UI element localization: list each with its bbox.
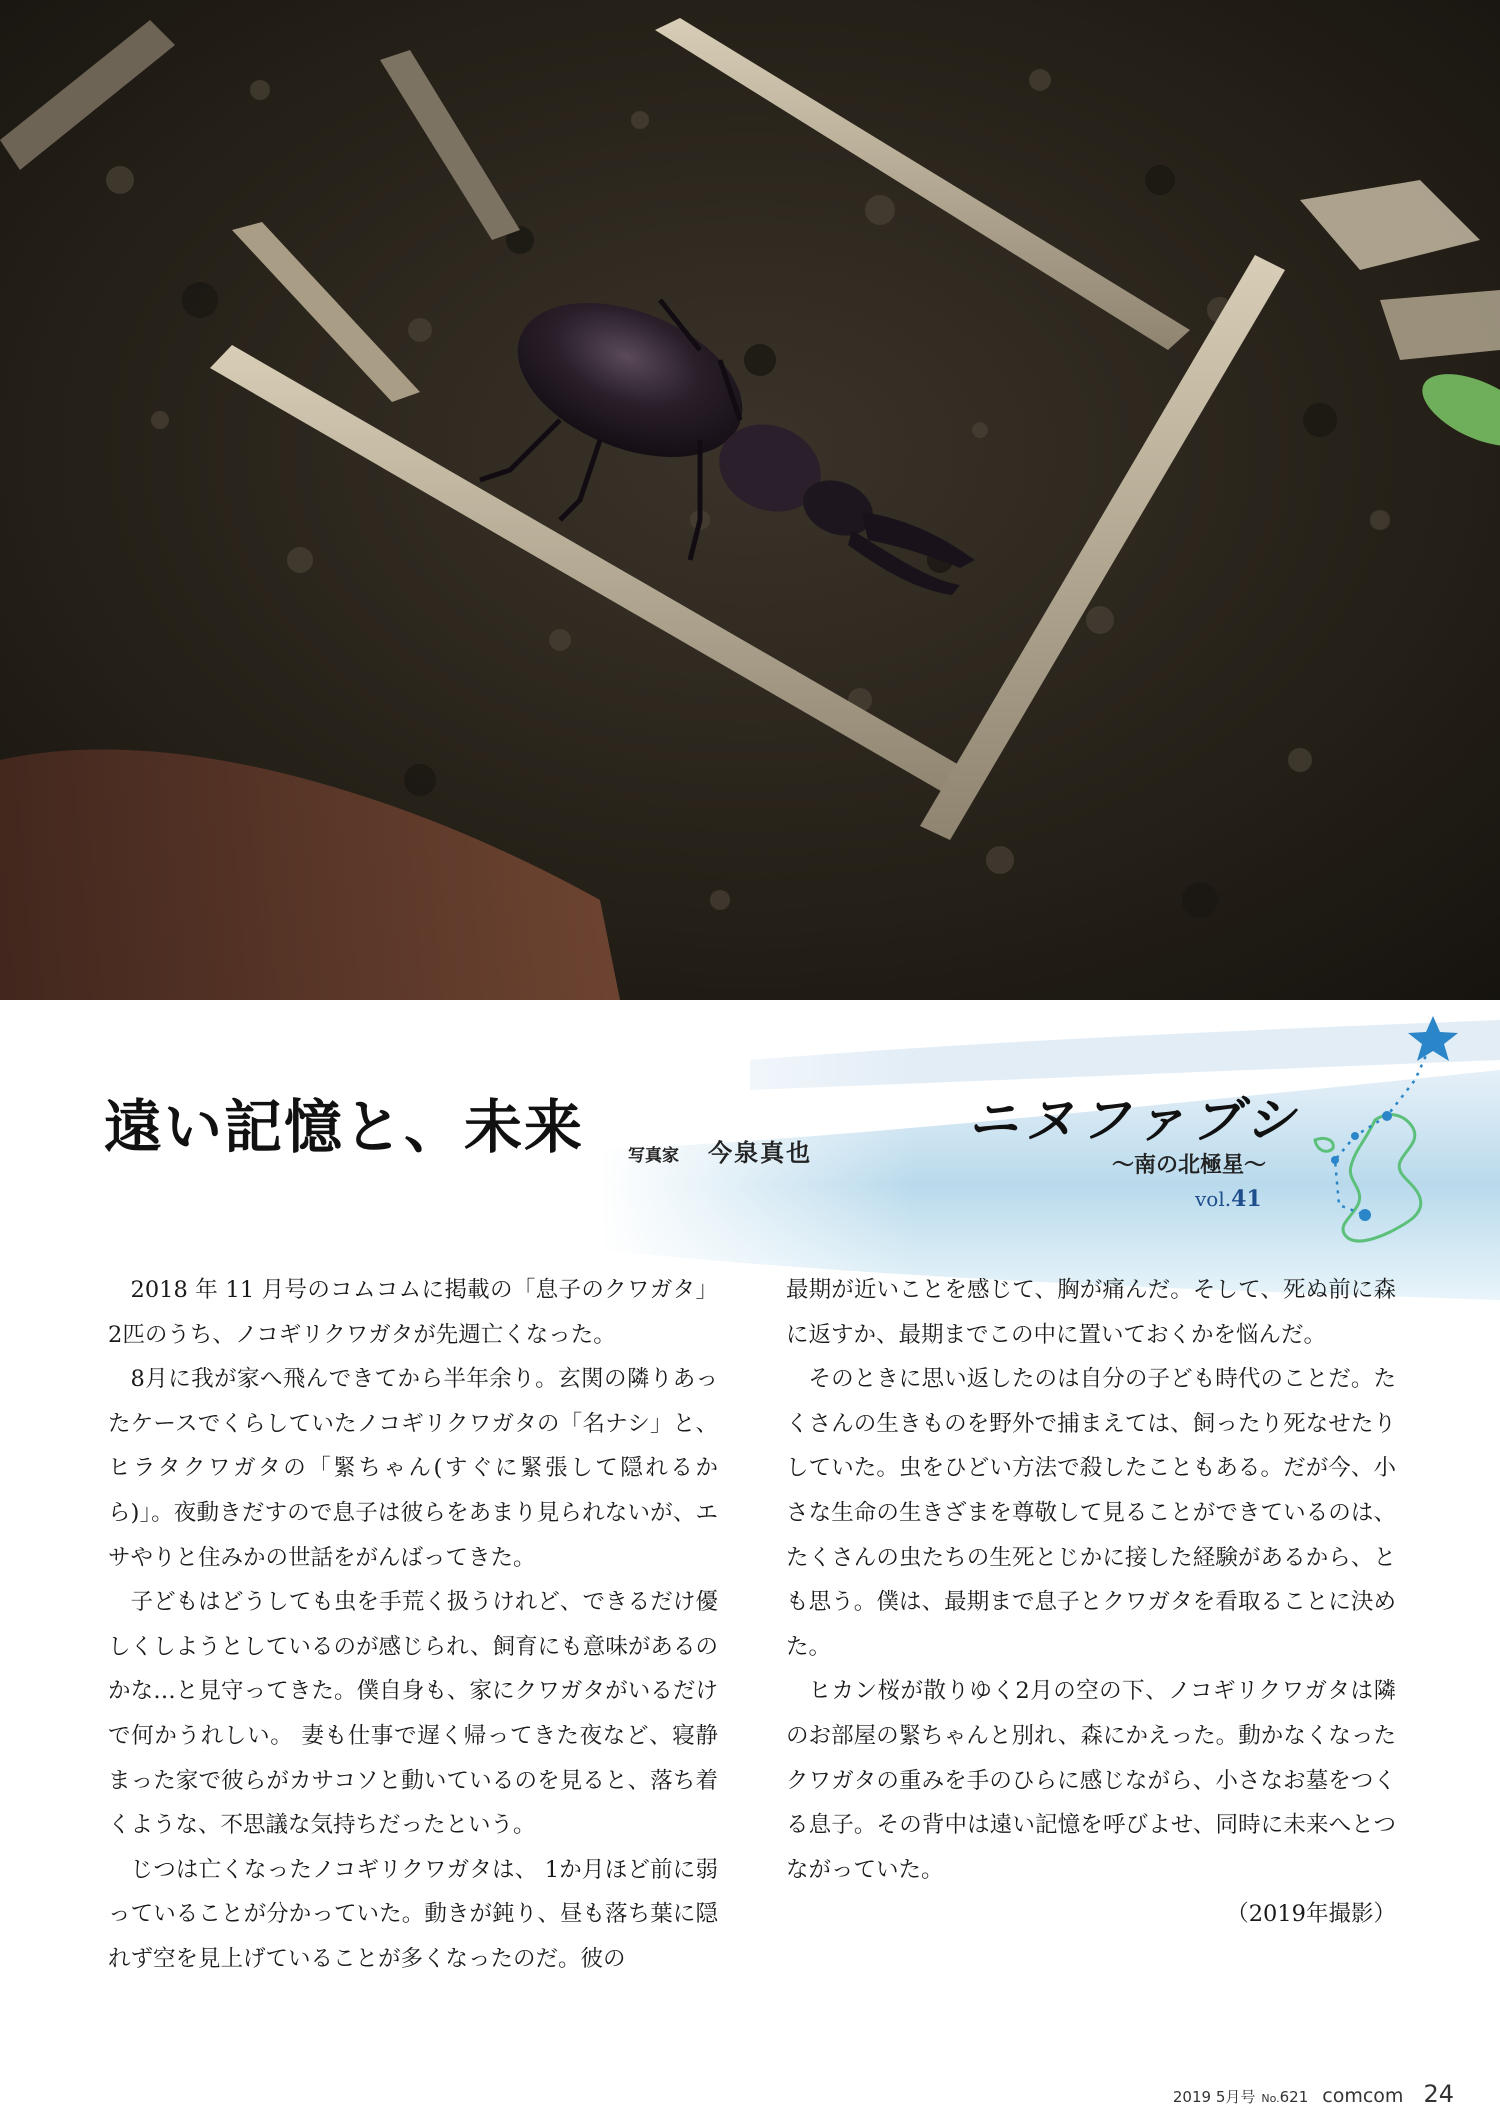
paragraph: ヒカン桜が散りゆく2月の空の下、ノコギリクワガタは隣のお部屋の緊ちゃんと別れ、森にかえった。動かなくなったクワガタの重みを手のひらに感じながら、小さなお墓をつくる息子。その背中は遠い記憶を呼びよせ、同時に未来へとつながっていた。: [786, 1678, 1396, 1883]
stag-beetle-photo: [0, 0, 1500, 1000]
page-footer: [1173, 2080, 1454, 2108]
issue-date: 2019 5月号: [1172, 2088, 1256, 2106]
north-star-icon: [1408, 1016, 1458, 1061]
paragraph: じつは亡くなったノコギリクワガタは、 1か月ほど前に弱っていることが分かっていた。動きが鈍り、昼も落ち葉に隠れず空を見上げていることが多くなったのだ。彼の: [108, 1856, 718, 1972]
okinawa-map-illustration: [1255, 1010, 1475, 1260]
issue-number: 621: [1279, 2088, 1309, 2106]
series-volume: [1195, 1186, 1262, 1212]
paragraph: 8月に我が家へ飛んできてから半年余り。玄関の隣りあったケースでくらしていたノコギリクワガタの「名ナシ」と、ヒラタクワガタの「緊ちゃん(すぐに緊張して隠れるから)」。夜動きだすので息子は彼らをあまり見られないが、エサやりと住みかの世話をがんばってきた。: [108, 1366, 718, 1571]
paragraph-continuation: 最期が近いことを感じて、胸が痛んだ。そして、死ぬ前に森に返すか、最期までこの中に置いておくかを悩んだ。: [786, 1277, 1396, 1348]
paragraph: そのときに思い返したのは自分の子ども時代のことだ。たくさんの生きものを野外で捕まえては、飼ったり死なせたりしていた。虫をひどい方法で殺したこともある。だが今、小さな生命の生きざまを尊敬して見ることができているのは、たくさんの虫たちの生死とじかに接した経験があるから、とも思う。僕は、最期まで息子とクワガタを看取ることに決めた。: [786, 1366, 1396, 1660]
paragraph: 2018 年 11 月号のコムコムに掲載の「息子のクワガタ」 2匹のうち、ノコギリクワガタが先週亡くなった。: [108, 1277, 718, 1348]
hero-photo: [0, 0, 1500, 1000]
volume-prefix: vol.: [1195, 1187, 1232, 1211]
paragraph: 子どもはどうしても虫を手荒く扱うけれど、できるだけ優しくしようとしているのが感じられ、飼育にも意味があるのかな…と見守ってきた。僕自身も、家にクワガタがいるだけで何かうれしい。 妻も仕事で遅く帰ってきた夜など、寝静まった家で彼らがカサコソと動いているのを見ると、落ち着くような、不思議な気持ちだったという。: [108, 1589, 718, 1839]
byline-role: 写真家: [628, 1146, 679, 1166]
body-column-right: [786, 1268, 1396, 1937]
byline-name: 今泉真也: [708, 1138, 813, 1167]
page-number: 24: [1423, 2080, 1454, 2108]
article-title: 遠い記憶と、未来: [104, 1093, 585, 1161]
byline: [628, 1133, 812, 1168]
body-column-left: [108, 1268, 718, 1982]
series-logo: ニヌファブシ: [968, 1091, 1301, 1149]
magazine-name: comcom: [1322, 2085, 1404, 2107]
issue-no-label: No.: [1261, 2092, 1280, 2105]
volume-number: 41: [1231, 1186, 1262, 1212]
photo-credit: （2019年撮影）: [1226, 1901, 1396, 1928]
series-subtitle: 〜南の北極星〜: [1112, 1152, 1267, 1178]
